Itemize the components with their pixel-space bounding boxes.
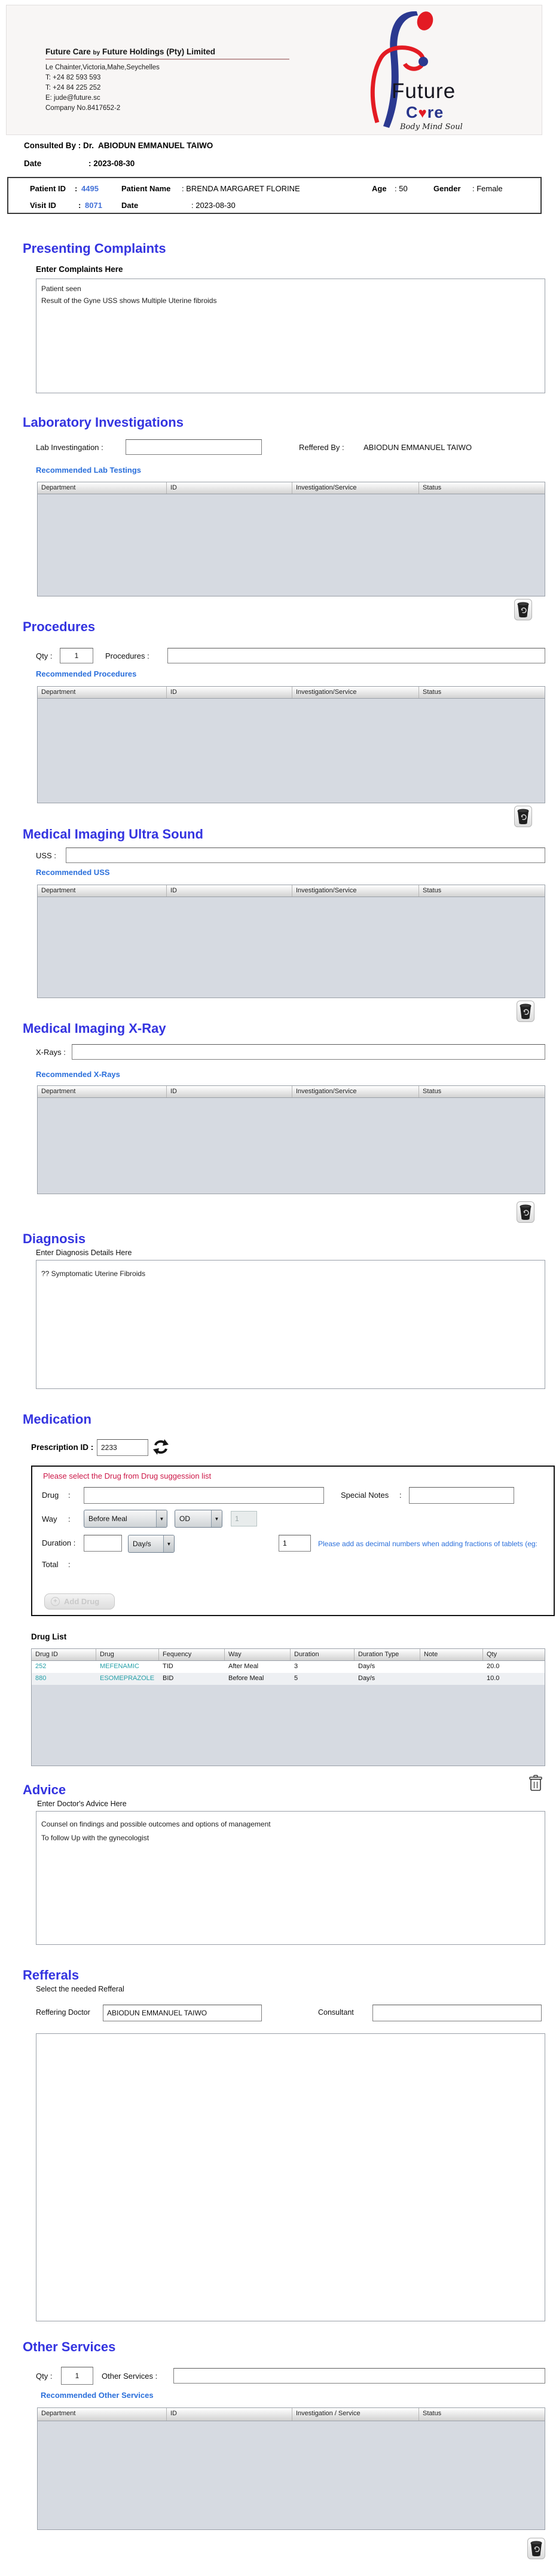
duration-input[interactable]	[84, 1535, 122, 1552]
logo-word-future: Future	[392, 79, 456, 103]
special-notes-colon: :	[399, 1491, 402, 1500]
column-header: ID	[167, 1086, 292, 1097]
recommended-procedures-label: Recommended Procedures	[36, 669, 137, 678]
logo-care-re: re	[427, 103, 444, 121]
xray-table-header	[38, 1086, 545, 1098]
visit-id-label: Visit ID	[30, 201, 56, 210]
chevron-down-icon: ▼	[156, 1510, 167, 1527]
consultant-label: Consultant	[318, 2008, 354, 2017]
company-header-card	[6, 5, 542, 135]
way-cell: After Meal	[228, 1663, 259, 1670]
prescription-id-label: Prescription ID :	[31, 1443, 94, 1452]
trash-icon	[517, 809, 530, 824]
patient-name-label: Patient Name	[121, 184, 171, 193]
procedures-title: Procedures	[23, 619, 96, 634]
drug-colon: :	[68, 1491, 71, 1500]
advice-label: Enter Doctor's Advice Here	[37, 1800, 127, 1808]
consulted-by-line	[24, 141, 213, 150]
uss-table-header	[38, 885, 545, 897]
diagnosis-label: Enter Diagnosis Details Here	[36, 1249, 132, 1257]
visit-id-value: 8071	[85, 201, 102, 210]
complaints-textarea[interactable]	[36, 279, 545, 393]
refresh-icon	[153, 1439, 169, 1455]
frequency-cell: TID	[163, 1663, 173, 1670]
note-cell	[420, 1673, 483, 1685]
ultrasound-title: Medical Imaging Ultra Sound	[23, 827, 203, 842]
clear-other-services-button[interactable]	[527, 2538, 545, 2559]
xray-table	[37, 1085, 545, 1194]
consulted-by-label: Consulted By : Dr.	[24, 141, 94, 150]
column-header: Investigation/Service	[292, 687, 419, 698]
referred-by-label: Reffered By :	[299, 443, 344, 452]
column-header: Status	[423, 887, 442, 894]
lab-testings-table	[37, 482, 545, 596]
duration-cell: 5	[294, 1675, 298, 1682]
drug-id-cell: 252	[35, 1663, 47, 1670]
company-name-pre: Future Care	[45, 47, 93, 56]
age-value: : 50	[395, 184, 408, 193]
column-header: ID	[167, 687, 292, 698]
drug-row[interactable]	[32, 1661, 545, 1673]
consultant-input[interactable]	[372, 2005, 542, 2021]
patient-id-value: 4495	[81, 184, 99, 193]
column-header: Department	[38, 885, 167, 897]
diagnosis-textarea[interactable]	[36, 1260, 545, 1389]
age-label: Age	[372, 184, 387, 193]
logo-care-c: C	[406, 103, 418, 121]
drug-id-cell: 880	[35, 1675, 47, 1682]
column-header: Department	[38, 1086, 167, 1097]
uss-table	[37, 885, 545, 998]
logo-word-care	[406, 103, 444, 122]
referrals-label: Select the needed Refferal	[36, 1985, 124, 1993]
trash-icon	[517, 602, 530, 617]
company-name-post: Future Holdings (Pty) Limited	[100, 47, 215, 56]
column-header: Status	[423, 689, 442, 696]
column-header: Fequency	[159, 1649, 225, 1660]
other-services-table	[37, 2407, 545, 2530]
column-header: Investigation/Service	[292, 482, 419, 494]
patient-name-value: : BRENDA MARGARET FLORINE	[182, 184, 300, 193]
column-header: Status	[423, 1088, 442, 1095]
recommended-other-services-label: Recommended Other Services	[41, 2391, 154, 2400]
referrals-title: Refferals	[23, 1968, 80, 1983]
lab-table-header	[38, 482, 545, 494]
procedures-table	[37, 686, 545, 803]
recommended-lab-testings-label: Recommended Lab Testings	[36, 466, 142, 475]
column-header: Way	[225, 1649, 291, 1660]
company-name-underline	[45, 59, 289, 60]
column-header: Department	[38, 687, 167, 698]
visit-date-label: Date	[121, 201, 139, 210]
other-services-label: Other Services :	[102, 2372, 158, 2381]
referral-list-box[interactable]	[36, 2033, 545, 2321]
company-email: E: jude@future.sc	[45, 94, 100, 102]
other-services-qty-label: Qty :	[36, 2372, 53, 2381]
prescription-id-input[interactable]	[97, 1439, 148, 1456]
trash-icon	[519, 1204, 532, 1220]
duration-type-cell: Day/s	[358, 1675, 375, 1682]
qty-cell: 10.0	[487, 1675, 500, 1682]
column-header: Investigation/Service	[292, 1086, 419, 1097]
procedures-input[interactable]	[167, 648, 545, 663]
trash-outline-icon	[528, 1775, 543, 1791]
procedures-table-header	[38, 687, 545, 699]
referring-doctor-label: Reffering Doctor	[36, 2008, 90, 2017]
chevron-down-icon: ▼	[211, 1510, 222, 1527]
tablet-qty-input[interactable]	[279, 1535, 311, 1552]
duration-unit-value: Day/s	[133, 1540, 151, 1548]
logo-tagline: Body Mind Soul	[400, 123, 463, 131]
way-frequency-select[interactable]	[175, 1510, 222, 1528]
qty-cell: 20.0	[487, 1663, 500, 1670]
procedures-label: Procedures :	[105, 651, 149, 660]
column-header: Qty	[487, 1651, 497, 1658]
drug-table-header	[32, 1649, 545, 1661]
company-name-by: by	[93, 50, 100, 56]
procedures-qty-label: Qty :	[36, 651, 53, 660]
drug-suggestion-hint: Please select the Drug from Drug suggession list	[43, 1471, 212, 1480]
duration-cell: 3	[294, 1663, 298, 1670]
clear-advice-button[interactable]	[527, 1773, 544, 1793]
diagnosis-title: Diagnosis	[23, 1231, 86, 1246]
clear-xray-table-button[interactable]	[517, 1201, 534, 1223]
column-header: Investigation/Service	[292, 885, 419, 897]
drug-input[interactable]	[84, 1487, 324, 1504]
lab-investigation-input[interactable]	[126, 439, 262, 455]
recommended-uss-label: Recommended USS	[36, 868, 110, 877]
way-qty-input	[231, 1511, 257, 1526]
drug-name-cell: ESOMEPRAZOLE	[100, 1675, 155, 1682]
chevron-down-icon: ▼	[163, 1535, 174, 1552]
column-header: ID	[167, 482, 292, 494]
laboratory-title: Laboratory Investigations	[23, 415, 184, 430]
advice-title: Advice	[23, 1782, 66, 1797]
other-services-table-header	[38, 2408, 545, 2421]
column-header: Duration Type	[355, 1649, 420, 1660]
column-header: Department	[38, 482, 167, 494]
company-phone-1: T: +24 82 593 593	[45, 74, 101, 81]
other-services-input[interactable]	[173, 2368, 545, 2384]
xray-label: X-Rays :	[36, 1048, 66, 1057]
uss-input[interactable]	[66, 848, 545, 863]
drug-name-cell: MEFENAMIC	[100, 1663, 139, 1670]
future-care-logo	[365, 8, 536, 134]
special-notes-input[interactable]	[409, 1487, 514, 1504]
add-drug-button[interactable]	[44, 1593, 115, 1610]
total-colon: :	[68, 1560, 71, 1569]
gender-label: Gender	[433, 184, 461, 193]
medication-title: Medication	[23, 1412, 91, 1427]
referred-by-value: ABIODUN EMMANUEL TAIWO	[363, 443, 472, 452]
other-services-title: Other Services	[23, 2339, 116, 2354]
way-cell: Before Meal	[228, 1675, 264, 1682]
other-services-qty-input[interactable]	[61, 2367, 93, 2385]
xray-input[interactable]	[72, 1044, 545, 1060]
way-meal-value: Before Meal	[88, 1515, 127, 1523]
clear-procedures-table-button[interactable]	[514, 806, 532, 827]
column-header: Status	[423, 484, 442, 491]
column-header: Department	[38, 2408, 167, 2421]
duration-type-cell: Day/s	[358, 1663, 375, 1670]
way-label: Way	[42, 1515, 57, 1523]
column-header: ID	[167, 885, 292, 897]
patient-id-colon: :	[75, 184, 78, 193]
frequency-cell: BID	[163, 1675, 174, 1682]
referring-doctor-input[interactable]	[103, 2005, 262, 2021]
patient-id-label: Patient ID	[30, 184, 66, 193]
presenting-complaints-title: Presenting Complaints	[23, 241, 166, 256]
column-header: ID	[167, 2408, 292, 2421]
duration-unit-select[interactable]	[128, 1535, 175, 1553]
drug-entry-panel	[31, 1466, 555, 1616]
duration-label: Duration :	[42, 1538, 76, 1547]
trash-icon	[530, 2541, 543, 2556]
recommended-xray-label: Recommended X-Rays	[36, 1070, 120, 1079]
column-header: Drug	[96, 1649, 159, 1660]
company-name	[45, 47, 215, 56]
note-cell	[420, 1661, 483, 1673]
consult-date-value: : 2023-08-30	[88, 159, 135, 168]
patient-info-box	[7, 177, 542, 214]
consulted-by-name: ABIODUN EMMANUEL TAIWO	[98, 141, 213, 150]
total-label: Total	[42, 1560, 59, 1569]
fraction-note: Please add as decimal numbers when adding fractions of tablets (eg:	[318, 1540, 537, 1548]
column-header: Drug ID	[32, 1649, 96, 1660]
way-meal-select[interactable]	[84, 1510, 167, 1528]
gender-value: : Female	[472, 184, 503, 193]
refresh-prescription-button[interactable]	[152, 1437, 170, 1457]
xray-title: Medical Imaging X-Ray	[23, 1021, 166, 1036]
column-header: Status	[423, 2410, 442, 2417]
special-notes-label: Special Notes	[341, 1491, 389, 1500]
way-frequency-value: OD	[179, 1515, 190, 1523]
column-header: Note	[420, 1649, 483, 1660]
company-address: Le Chainter,Victoria,Mahe,Seychelles	[45, 64, 160, 71]
advice-textarea[interactable]	[36, 1811, 545, 1945]
column-header: Duration	[291, 1649, 355, 1660]
column-header: Investigation / Service	[292, 2408, 419, 2421]
drug-label: Drug	[42, 1491, 59, 1500]
uss-label: USS :	[36, 851, 56, 860]
way-colon: :	[68, 1515, 71, 1523]
clear-lab-table-button[interactable]	[514, 599, 532, 620]
lab-investigation-label: Lab Investingation :	[36, 443, 103, 452]
complaints-label: Enter Complaints Here	[36, 265, 123, 274]
drug-list-label: Drug List	[31, 1632, 67, 1641]
visit-date-value: : 2023-08-30	[191, 201, 236, 210]
drug-row[interactable]	[32, 1673, 545, 1685]
heart-icon: ♥	[418, 105, 427, 121]
plus-icon: +	[51, 1597, 60, 1606]
add-drug-label: Add Drug	[64, 1597, 100, 1606]
company-number: Company No.8417652-2	[45, 105, 121, 112]
clear-uss-table-button[interactable]	[517, 1001, 534, 1022]
procedures-qty-input[interactable]	[60, 648, 93, 663]
company-phone-2: T: +24 84 225 252	[45, 84, 101, 91]
drug-list-table	[31, 1648, 545, 1766]
consult-date-label: Date	[24, 159, 42, 168]
visit-id-colon: :	[78, 201, 81, 210]
trash-icon	[519, 1004, 532, 1019]
